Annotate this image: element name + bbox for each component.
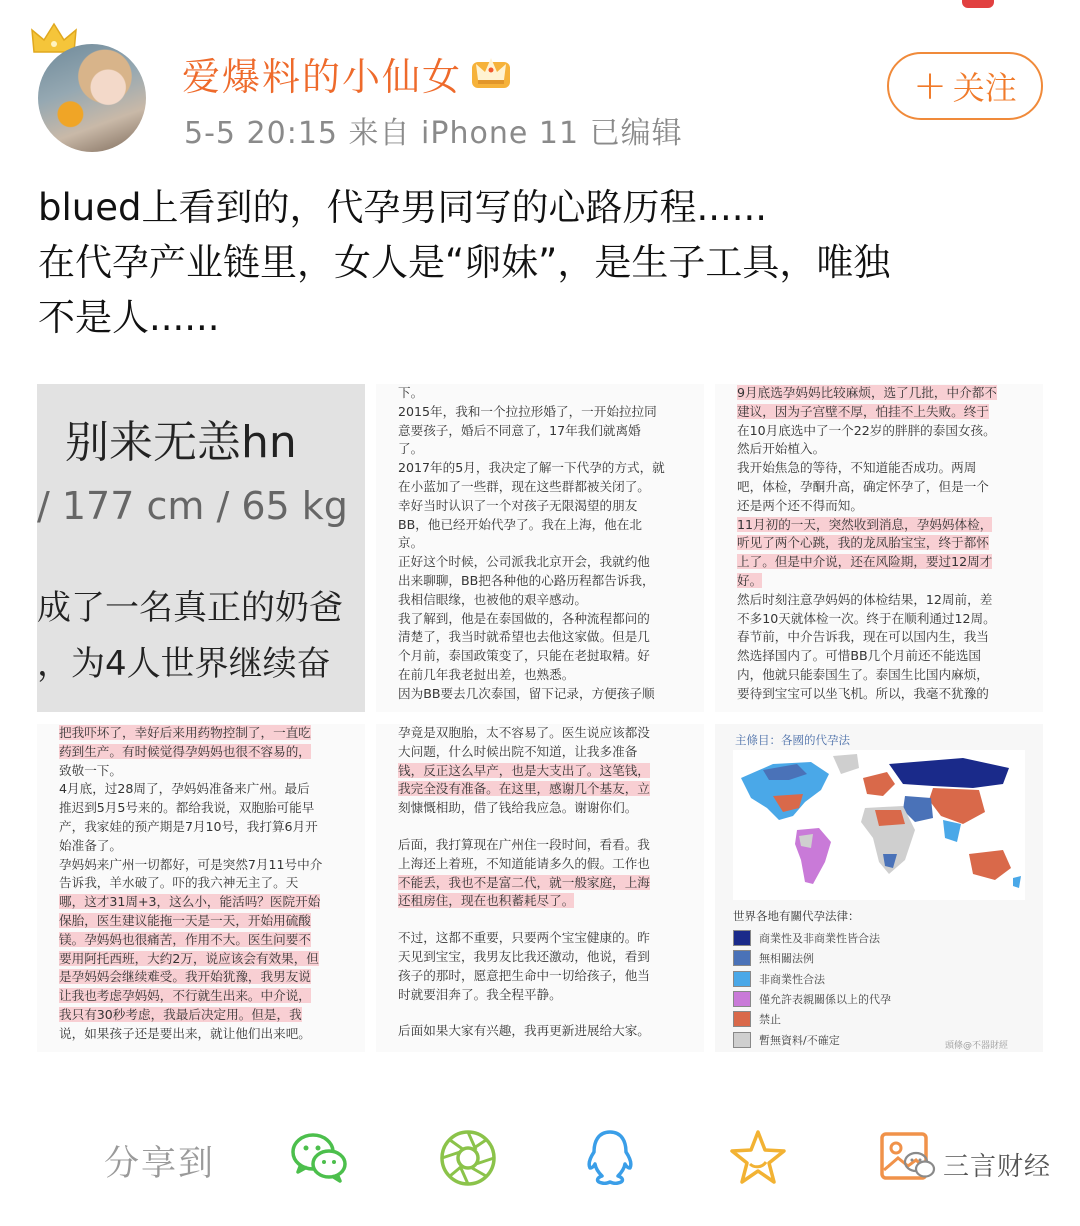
legend-label: 禁止 [759,1013,781,1027]
favorite-star-icon[interactable] [726,1126,790,1190]
avatar[interactable] [38,44,146,152]
doc-line: 天见到宝宝，我男友比我还激动，他说，看到 [398,948,650,964]
post-meta: 5-5 20:15 来自 iPhone 11 已编辑 [184,116,683,151]
doc-line [59,893,357,912]
post-text [38,180,1048,345]
legend-swatch [733,991,751,1007]
doc-line [59,968,357,987]
image-text-screenshot-1[interactable] [376,384,704,712]
doc-line: 后面如果大家有兴趣，我再更新进展给大家。 [398,1023,650,1039]
legend-item [733,969,891,989]
doc-line: 下。 [398,385,424,400]
doc-line: 孩子的那时，愿意把生命中一切给孩子，他当 [398,967,650,983]
doc-line: 上海还上着班，不知道能请多久的假。工作也 [398,855,650,871]
doc-line: 告诉我，羊水破了。吓的我六神无主了。天 [59,875,299,891]
vip-crown-icon[interactable] [470,50,512,90]
image-text-screenshot-4[interactable] [376,724,704,1052]
doc-line: 要待到宝宝可以坐飞机。所以，我毫不犹豫的 [737,685,989,701]
plus-icon: + [913,63,947,109]
doc-line: 致敬一下。 [59,762,122,778]
doc-line [737,516,1035,535]
doc-line: 2017年的5月，我决定了解一下代孕的方式，就 [398,460,665,476]
highlighted-text: 建议，因为子宫壁不厚，怕挂不上失败。终于 [737,403,989,419]
legend-label: 僅允許表親關係以上的代孕 [759,993,891,1007]
doc-line: 吧，体检，孕酮升高，确定怀孕了，但是一个 [737,478,989,494]
doc-line: 幸好当时认识了一个对孩子无限渴望的朋友 [398,497,638,513]
doc-line: 不多10天就体检一次。终于在顺利通过12周。 [737,610,996,626]
doc-line: 在前几年我老挝出差，也熟悉。 [398,666,575,682]
profile-bio-line: 成了一名真正的奶爸 [37,588,343,628]
highlighted-text: 不能丢，我也不是富二代，就一般家庭，上海 [398,874,650,890]
doc-line: 我相信眼缘，也被他的艰辛感动。 [398,591,587,607]
doc-line [737,384,1035,403]
highlighted-text: 哪，这才31周+3，这么小，能活吗？医院开始 [59,894,321,910]
world-map-graphic [733,750,1025,900]
doc-line [398,780,696,799]
moments-icon[interactable] [436,1126,500,1190]
highlighted-text: 是孕妈妈会继续难受。我开始犹豫，我男友说 [59,969,311,985]
doc-line: 在10月底选中了一个22岁的胖胖的泰国女孩。 [737,422,996,438]
doc-line: 始准备了。 [59,837,122,853]
doc-line: 说，如果孩子还是要出来，就让他们出来吧。 [59,1025,311,1041]
doc-line: 我了解到，他是在泰国做的，各种流程都问的 [398,610,650,626]
highlighted-text: 镁。孕妈妈也很痛苦，作用不大。医生问要不 [59,931,311,947]
paragraph-gap [398,1004,696,1022]
doc-line: 产，我家娃的预产期是7月10号，我打算6月开 [59,818,318,834]
doc-line [59,931,357,950]
paragraph-gap [398,911,696,929]
doc-line: 后面，我打算现在广州住一段时间，看看。我 [398,836,650,852]
legend-title: 世界各地有關代孕法律： [733,909,860,923]
legend-item [733,1029,891,1049]
doc-line: 正好这个时候，公司派我北京开会，我就约他 [398,554,650,570]
highlighted-text: 上了。但是中介说，还在风险期，要过12周才 [737,554,993,570]
qq-icon[interactable] [578,1126,642,1190]
doc-line: 内，他就只能泰国生了。泰国生比国内麻烦， [737,666,989,682]
share-label: 分享到 [104,1144,216,1184]
highlighted-text: 把我吓坏了，幸好后来用药物控制了，一直吃 [59,725,311,740]
legend-swatch [733,1011,751,1027]
image-profile-screenshot[interactable] [37,384,365,712]
doc-line: 还是两个还不得而知。 [737,497,863,513]
doc-line: 时就要泪奔了。我全程平静。 [398,986,562,1002]
doc-line: 孕竟是双胞胎，太不容易了。医生说应该都没 [398,725,650,740]
legend-item [733,1009,891,1029]
doc-line: 然选择国内了。可惜BB几个月前还不能选国 [737,648,981,664]
highlighted-text: 还租房住，现在也积蓄耗尽了。 [398,893,575,909]
legend-label: 非商業性合法 [759,972,825,986]
doc-line [737,553,1035,572]
doc-line: 了。 [398,441,424,457]
image-text-screenshot-2[interactable] [715,384,1043,712]
doc-line [59,743,357,762]
image-text-screenshot-3[interactable] [37,724,365,1052]
legend-label: 暫無資料/不確定 [759,1033,840,1047]
doc-line: 我开始焦急的等待，不知道能否成功。两周 [737,460,977,476]
doc-line [398,892,696,911]
map-legend [733,928,891,1050]
doc-line [737,572,1035,591]
highlighted-text: 好。 [737,572,763,588]
avatar-container[interactable] [30,22,150,152]
profile-stats: / 177 cm / 65 kg [37,484,348,528]
doc-line [59,912,357,931]
follow-button[interactable] [887,52,1043,120]
doc-line [398,762,696,781]
doc-line: 不过，这都不重要，只要两个宝宝健康的。昨 [398,930,650,946]
corner-decoration [962,0,994,8]
legend-swatch [733,950,751,966]
doc-line [398,874,696,893]
wechat-icon[interactable] [287,1126,351,1190]
image-watermark: 頭條@不器財經 [945,1041,1009,1051]
doc-line: 刻慷慨相助，借了钱给我应急。谢谢你们。 [398,800,638,816]
highlighted-text: 钱，反正这么早产，也是大支出了。这笔钱， [398,762,650,778]
brand-watermark [903,1146,1051,1183]
profile-name: 别来无恙hn [65,417,297,468]
highlighted-text: 保胎，医生建议能拖一天是一天，开始用硫酸 [59,912,311,928]
profile-bio-line: ，为4人世界继续奋 [37,644,331,684]
doc-line: 春节前，中介告诉我，现在可以国内生，我当 [737,629,989,645]
image-grid [37,384,1043,1052]
doc-line [737,403,1035,422]
follow-label: 关注 [952,69,1017,107]
doc-line: 孕妈妈来广州一切都好，可是突然7月11号中介 [59,856,323,872]
doc-line: 清楚了，我当时就希望也去他这家做。但是几 [398,629,650,645]
legend-label: 無相關法例 [759,952,814,966]
highlighted-text: 我完全没有准备。在这里，感谢几个基友，立 [398,781,650,797]
doc-line: 然后开始植入。 [737,441,826,457]
paragraph-gap [398,818,696,836]
post-line: 在代孕产业链里，女人是“卵妹”，是生子工具，唯独 [38,241,891,284]
highlighted-text: 让我也考虑孕妈妈，不行就生出来。中介说， [59,988,311,1004]
legend-label: 商業性及非商業性皆合法 [759,932,880,946]
doc-line [59,724,357,743]
doc-line [59,950,357,969]
username[interactable]: 爱爆料的小仙女 [182,55,463,99]
doc-line: 个月前，泰国政策变了，只能在老挝取精。好 [398,648,650,664]
highlighted-text: 9月底选孕妈妈比较麻烦，选了几批，中介都不 [737,385,997,400]
doc-line: BB，他已经开始代孕了。我在上海，他在北 [398,516,642,532]
legend-swatch [733,1032,751,1048]
brand-name: 三言财经 [943,1152,1052,1182]
doc-line: 4月底，过28周了，孕妈妈准备来广州。最后 [59,781,310,797]
doc-line: 出来聊聊，BB把各种他的心路历程都告诉我， [398,572,655,588]
highlighted-text: 药到生产。有时候觉得孕妈妈也很不容易的， [59,743,311,759]
brand-wechat-icon [903,1150,937,1180]
legend-item [733,928,891,948]
doc-line: 推迟到5月5号来的。都给我说，双胞胎可能早 [59,800,315,816]
doc-line: 大问题，什么时候出院不知道，让我多准备 [398,743,638,759]
post-line: 不是人...... [38,296,220,339]
highlighted-text: 听见了两个心跳，我的龙凤胎宝宝，终于都怀 [737,535,989,551]
doc-line [59,987,357,1006]
legend-swatch [733,971,751,987]
doc-line: 2015年，我和一个拉拉形婚了，一开始拉拉同 [398,403,657,419]
highlighted-text: 要用阿托西班，大约2万，说应该会有效果，但 [59,950,319,966]
post-line: blued上看到的，代孕男同写的心路历程...... [38,186,768,229]
map-title: 主條目：各國的代孕法 [735,733,850,747]
legend-item [733,989,891,1009]
highlighted-text: 11月初的一天，突然收到消息，孕妈妈体检， [737,516,993,532]
legend-item [733,948,891,968]
doc-line: 京。 [398,535,424,551]
highlighted-text: 我只有30秒考虑，我最后决定用。但是，我 [59,1006,302,1022]
image-world-map[interactable] [715,724,1043,1052]
doc-line [737,534,1035,553]
legend-swatch [733,930,751,946]
doc-line [59,1006,357,1025]
doc-line: 然后时刻注意孕妈妈的体检结果，12周前，差 [737,591,993,607]
doc-line: 意要孩子，婚后不同意了，17年我们就离婚 [398,422,641,438]
doc-line: 因为BB要去几次泰国，留下记录，方便孩子顺 [398,685,655,701]
doc-line: 在小蓝加了一些群，现在这些群都被关闭了。 [398,478,650,494]
